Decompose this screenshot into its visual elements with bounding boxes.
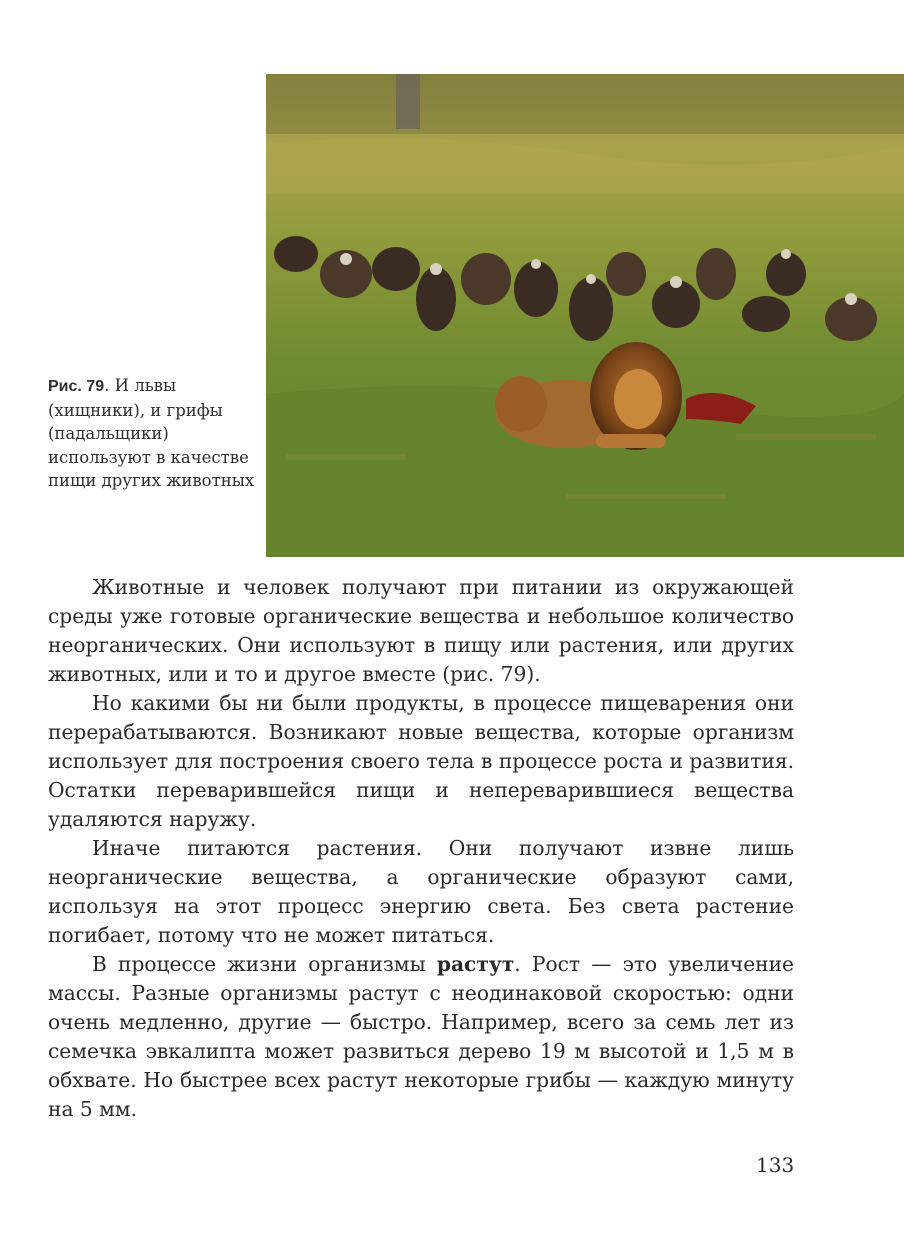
- paragraph-text: В процессе жизни организмы: [92, 952, 437, 976]
- lion-vultures-photo: [266, 74, 904, 557]
- page-number: 133: [756, 1153, 795, 1177]
- paragraph-text: . Рост — это увеличение массы. Разные организмы растут с неодинаковой скоростью: одни очень медленно, другие — быстро. Например, всего за семь лет из семечка эвкалипта может развиться дерево 19 м высотой и 1,5 м в обхвате. Но быстрее всех растут некоторые грибы — каждую минуту на 5 мм.: [48, 952, 794, 1121]
- paragraph: Иначе питаются растения. Они получают извне лишь неорганические вещества, а органические образуют сами, используя на этот процесс энергию света. Без света растение погибает, потому что не может питаться.: [48, 836, 794, 947]
- paragraph: Но какими бы ни были продукты, в процессе пищеварения они перерабатываются. Возникают новые вещества, которые организм использует для построения своего тела в процессе роста и развития. Остатки переварившейся пищи и непереварившиеся вещества удаляются наружу.: [48, 691, 794, 831]
- figure-caption-text: . И львы (хищники), и грифы (падальщики) используют в качестве пищи других животных: [48, 376, 255, 491]
- figure-caption: [48, 374, 258, 493]
- paragraph: Животные и человек получают при питании из окружающей среды уже готовые органические вещества и небольшое количество неорганических. Они используют в пищу или растения, или других животных, или и то и другое вместе (рис. 79).: [48, 575, 794, 686]
- photo-illustration: [266, 74, 904, 557]
- paragraph: [48, 950, 794, 1124]
- figure-label: Рис. 79: [48, 378, 105, 395]
- bold-term: растут: [436, 952, 515, 976]
- body-text: [48, 573, 794, 1124]
